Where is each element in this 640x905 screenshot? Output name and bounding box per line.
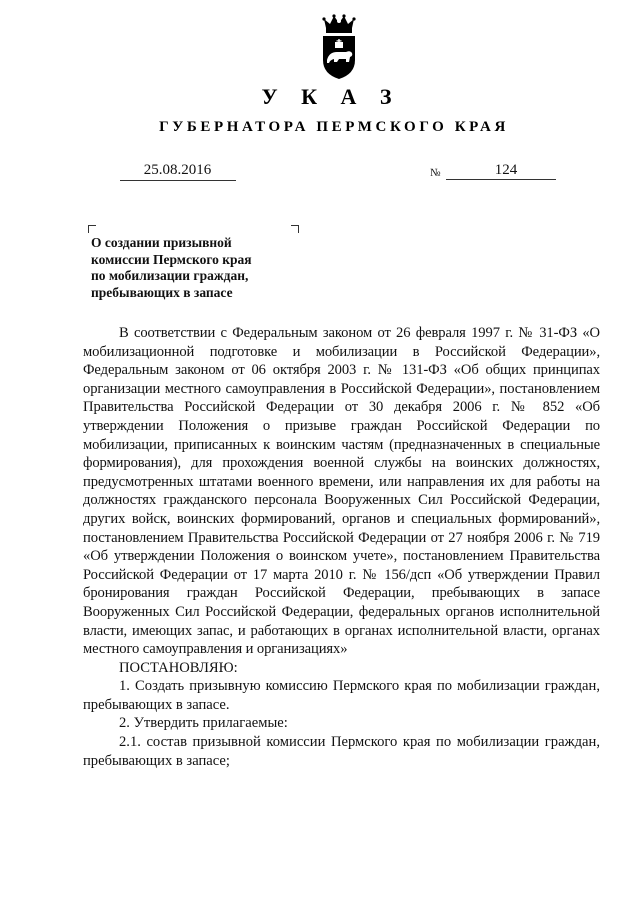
decree-resolution: ПОСТАНОВЛЯЮ: <box>119 659 238 676</box>
subject-line: по мобилизации граждан, <box>91 268 249 283</box>
decree-date: 25.08.2016 <box>143 162 212 178</box>
subject-line: О создании призывной <box>91 235 232 250</box>
subject-line: комиссии Пермского края <box>91 251 252 267</box>
document-title: У К А З <box>261 84 401 109</box>
number-sign: № <box>430 167 441 179</box>
item-2-1: 2.1. состав призывной комиссии Пермского края по мобилизации граждан, пребывающих в запасе; <box>83 734 600 769</box>
subject-line: пребывающих в запасе <box>91 284 233 300</box>
subject-corner-right <box>291 225 299 233</box>
date-underline <box>120 180 236 181</box>
perm-krai-coat-of-arms-icon <box>319 14 359 80</box>
item-1: 1. Создать призывную комиссию Пермского края по мобилизации граждан, пребывающих в запасе. <box>83 678 600 713</box>
decree-number: 124 <box>494 162 518 178</box>
subject-corner-left <box>88 225 96 233</box>
item-2: 2. Утвердить прилагаемые: <box>119 715 288 732</box>
preamble-paragraph: В соответствии с Федеральным законом от 26 февраля 1997 г. № 31-ФЗ «О мобилизационной подготовке и мобилизации в Российской Федерации», Федеральным законом от 06 октября 2003 г. № 131-ФЗ «Об общих принципах организации местного самоуправления в Российской Федерации», постановлением Правительства Российской Федерации от 30 декабря 2006 г. № 852 «Об утверждении Положения о призыве граждан Российской Федерации по мобилизации, приписанных к воинским частям (предназначенных в специальные формирования), для прохождения военной службы на воинских должностях, предусмотренных штатами военного времени, или направления их для работы на должностях гражданского персонала Вооруженных Сил Российской Федерации, других войск, воинских формирований, органов и специальных формирований», постановлением Правительства Российской Федерации от 27 ноября 2006 г. № 719 «Об утверждении Положения о воинском учете», постановлением Правительства Российской Федерации от 17 марта 2010 г. № 156/дсп «Об утверждении Правил бронирования граждан Российской Федерации, пребывающих в запасе Вооруженных Сил Российской Федерации, федеральных органов исполнительной власти, имеющих запас, и работающих в органах исполнительной власти, органах местного самоуправления и организациях» <box>83 325 600 658</box>
decree-body <box>83 324 600 770</box>
decree-subject <box>91 235 296 301</box>
document-issuer: ГУБЕРНАТОРА ПЕРМСКОГО КРАЯ <box>159 119 509 135</box>
number-underline <box>446 179 556 180</box>
